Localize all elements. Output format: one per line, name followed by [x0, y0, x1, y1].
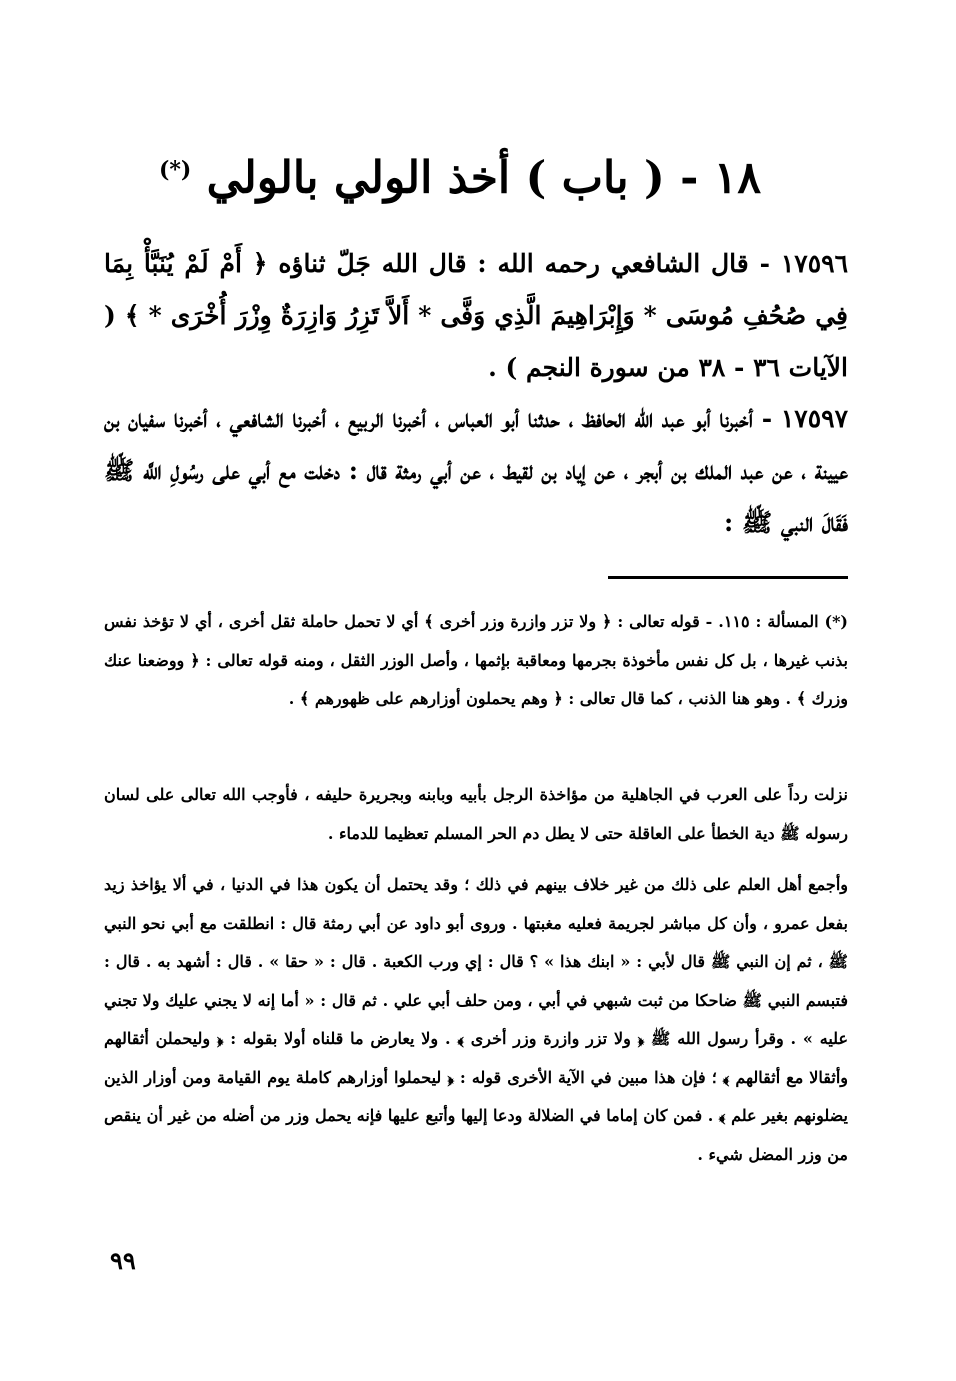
footnote-2	[104, 776, 848, 853]
hadith-17596-text: ١٧٥٩٦ - قال الشافعي رحمه الله : قال الله جَلّ ثناؤه ﴿ أَمْ لَمْ يُنَبَّأْ بِمَا فِي صُحُفِ مُوسَى * وَإِبْرَاهِيمَ الَّذِي وَفَّى * أَلاَّ تَزِرُ وَازِرَةٌ وِزْرَ أُخْرَى * ﴾ ( الآيات ٣٦ - ٣٨ من سورة النجم ) .	[104, 249, 848, 382]
footnote-1	[104, 603, 848, 719]
footnote-2-text: نزلت رداً على العرب في الجاهلية من مؤاخذة الرجل بأبيه وبابنه وبجريرة حليفه ، فأوجب الله تعالى على لسان رسوله ﷺ دية الخطأ على العاقلة حتى لا يطل دم الحر المسلم تعظيما للدماء .	[104, 785, 848, 843]
footnote-separator	[608, 576, 848, 579]
hadith-17597-text: ١٧٥٩٧ - أخبرنا أبو عبد الله الحافظ ، حدثنا أبو العباس ، أخبرنا الربيع ، أخبرنا الشافعي ، أخبرنا سفيان بن عيينة ، عن عبد الملك بن أبجر ، عن إياد بن لقيط ، عن أبي رمثة قال : دخلت مع أبي على رسُولِ اللَّه ﷺ فَقَالَ النبي ﷺ :	[104, 404, 848, 537]
page-number: ٩٩	[110, 1246, 136, 1275]
footnote-3-text: وأجمع أهل العلم على ذلك من غير خلاف بينهم في ذلك ؛ وقد يحتمل أن يكون هذا في الدنيا ، في ألا يؤاخذ زيد بفعل عمرو ، وأن كل مباشر لجريمة فعليه مغبتها . وروى أبو داود عن أبي رمثة قال : انطلقت مع أبي نحو النبي ﷺ ، ثم إن النبي ﷺ قال لأبي : « ابنك هذا » ؟ قال : إي ورب الكعبة . قال : « حقا » . قال : أشهد به . قال : فتبسم النبي ﷺ ضاحكا من ثبت شبهي في أبي ، ومن حلف أبي علي . ثم قال : « أما إنه لا يجني عليك ولا تجني عليه » . وقرأ رسول الله ﷺ ﴿ ولا تزر وازرة وزر أخرى ﴾ . ولا يعارض ما قلناه أولا بقوله : ﴿ وليحملن أثقالهم وأثقالا مع أثقالهم ﴾ ؛ فإن هذا مبين في الآية الأخرى قوله : ﴿ ليحملوا أوزارهم كاملة يوم القيامة ومن أوزار الذين يضلونهم بغير علم ﴾ . فمن كان إماما في الضلالة ودعا إليها وأتبع عليها فإنه يحمل وزر من أضله من غير أن ينقص من وزر المضل شيء .	[104, 875, 849, 1164]
footnote-3	[104, 866, 848, 1174]
footnote-marker: (*)	[159, 157, 192, 183]
chapter-title	[150, 140, 770, 209]
footnote-1-text: (*) المسألة : ١١٥. - قوله تعالى : ﴿ ولا تزر وازرة وزر أخرى ﴾ أي لا تحمل حاملة ثقل أخرى ، أي لا تؤخذ نفس بذنب غيرها ، بل كل نفس مأخوذة بجرمها ومعاقبة بإثمها ، وأصل الوزر الثقل ، ومنه قوله تعالى : ﴿ ووضعنا عنك وزرك ﴾ . وهو هنا الذنب ، كما قال تعالى : ﴿ وهم يحملون أوزارهم على ظهورهم ﴾ .	[104, 612, 849, 708]
hadith-17597	[104, 393, 848, 549]
chapter-title-text: ١٨ - ( باب ) أخذ الولي بالولي	[206, 152, 761, 204]
hadith-17596	[104, 238, 848, 394]
